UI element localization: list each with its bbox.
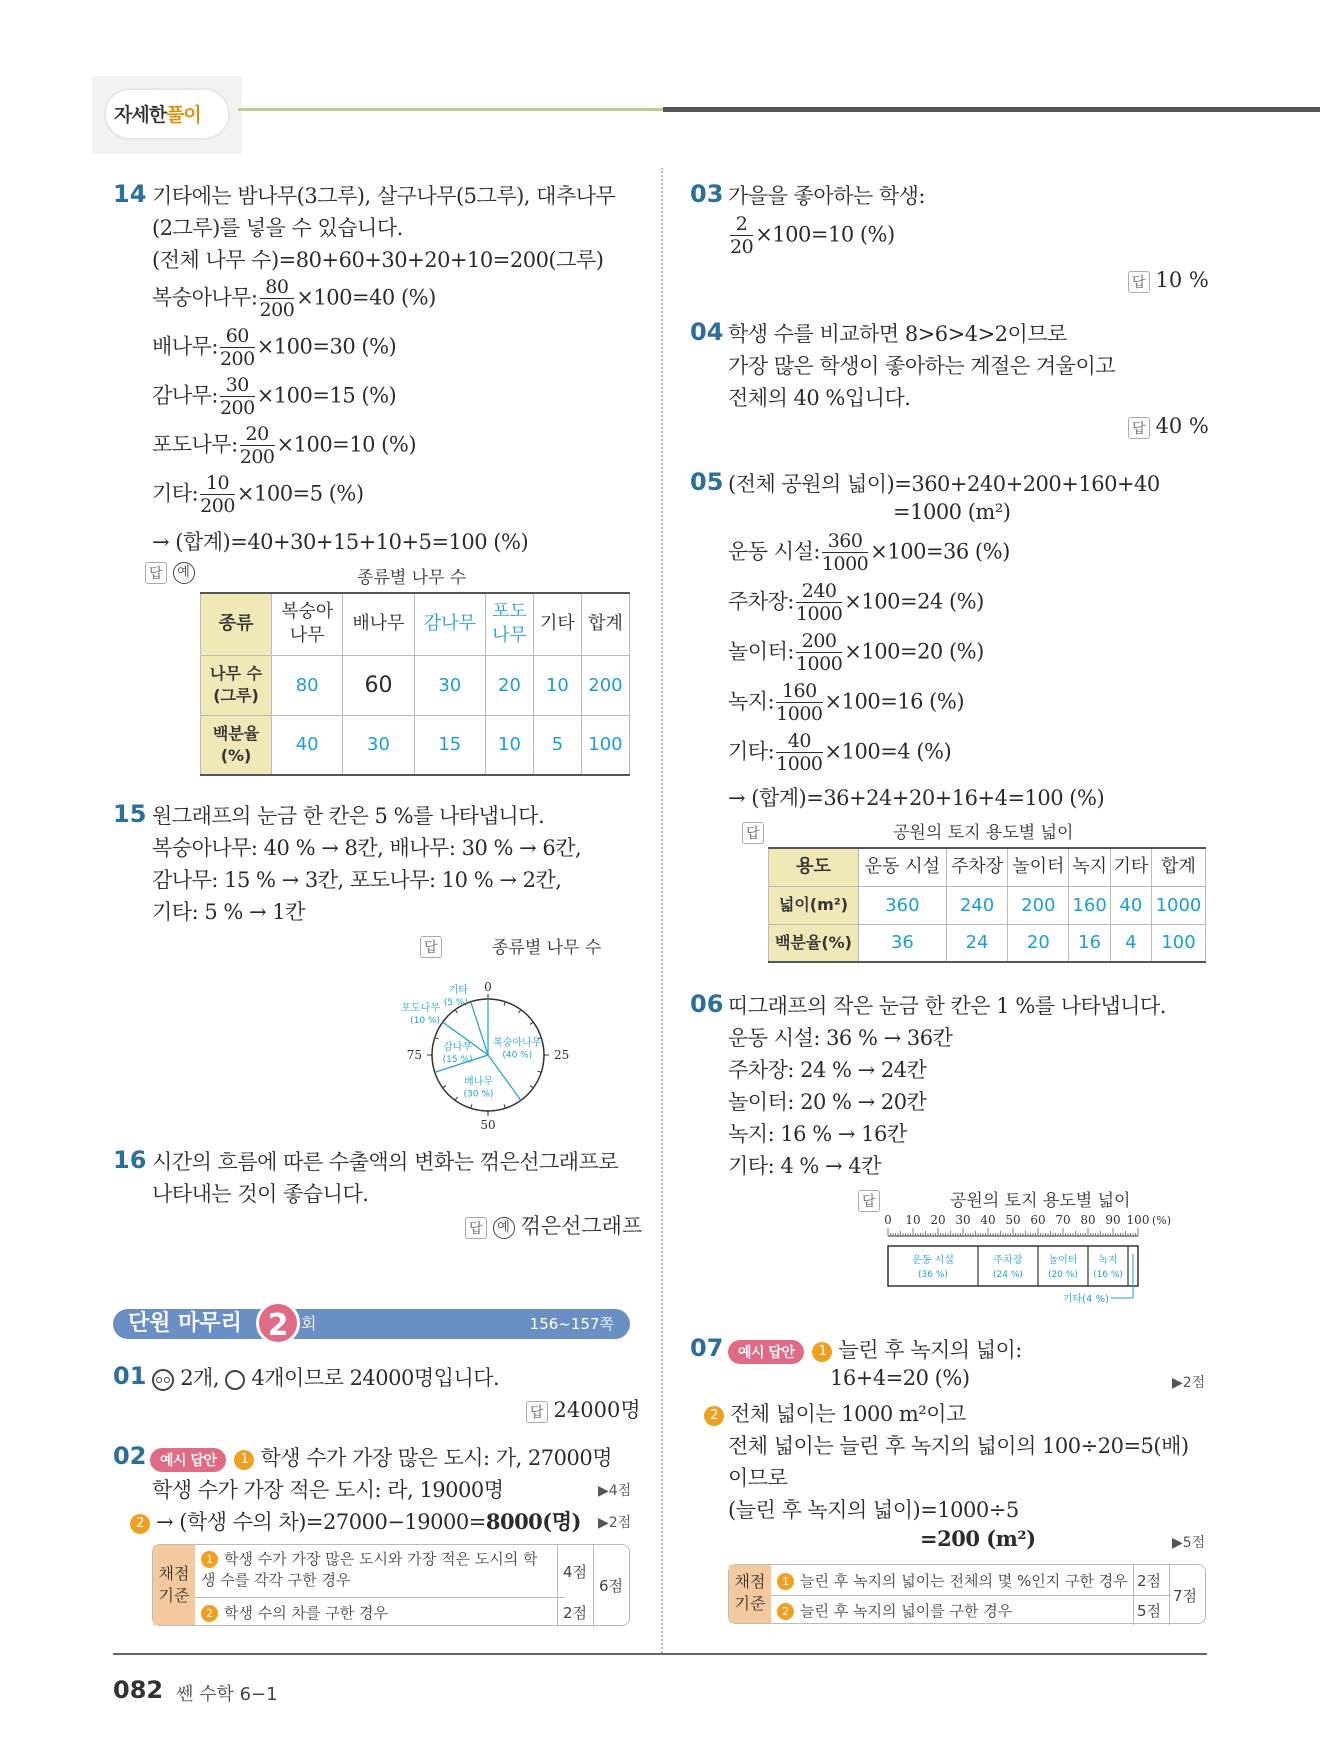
table-cell: 360 xyxy=(858,886,946,924)
table-cell: 녹지 xyxy=(1069,848,1110,886)
band-axis-label: 10 xyxy=(905,1213,921,1227)
band-segment-value: (16 %) xyxy=(1093,1270,1123,1280)
q15-chart-title: 종류별 나무 수 xyxy=(492,938,602,958)
fraction: $\frac{240}{1000}$ xyxy=(795,580,843,625)
q06-chart-title: 공원의 토지 용도별 넓이 xyxy=(950,1191,1131,1211)
banner-pages: 156~157쪽 xyxy=(529,1315,614,1333)
example-answer-badge: 예시 답안 xyxy=(150,1448,226,1472)
pie-tick-label: 75 xyxy=(406,1048,422,1062)
q15-line4: 기타: 5 % → 1칸 xyxy=(152,900,305,924)
q16-line2: 나타내는 것이 좋습니다. xyxy=(152,1182,369,1206)
q01-answer: 24000명 xyxy=(553,1398,641,1422)
banner-round-suffix: 회 xyxy=(301,1314,317,1333)
fraction: $\frac{30}{200}$ xyxy=(219,374,255,419)
percent-row: 녹지: $\frac{160}{1000}$ ×100=16 (%) xyxy=(728,680,965,725)
table-cell: 5 xyxy=(533,715,581,775)
table-cell: 160 xyxy=(1069,886,1110,924)
pie-slice-label: 포도나무 xyxy=(401,1003,440,1014)
band-segment-label: 놀이터 xyxy=(1048,1255,1078,1266)
pie-tick-label: 25 xyxy=(554,1048,570,1062)
percent-row: 포도나무: $\frac{20}{200}$ ×100=10 (%) xyxy=(152,423,417,468)
fraction: $\frac{80}{200}$ xyxy=(259,276,295,321)
q04-line3: 전체의 40 %입니다. xyxy=(728,386,911,410)
table-cell: 20 xyxy=(1008,924,1069,962)
scoring-points-1: 2점 xyxy=(1137,1572,1162,1590)
band-segment-label: 기타(4 %) xyxy=(1062,1294,1109,1305)
table-cell: 넓이(m²) xyxy=(769,886,859,924)
q04-answer: 40 % xyxy=(1155,414,1209,438)
fraction: $\frac{20}{200}$ xyxy=(239,423,275,468)
header-badge xyxy=(92,76,242,154)
q07-line2: 16+4=20 (%) xyxy=(830,1366,970,1390)
table-cell: 백분율 (%) xyxy=(201,715,272,775)
q03-answer-row xyxy=(1128,268,1209,293)
table-cell: 36 xyxy=(858,924,946,962)
step1-icon: 1 xyxy=(234,1450,254,1470)
scoring-divider xyxy=(1169,1565,1170,1625)
table-cell: 15 xyxy=(414,715,485,775)
pie-tick xyxy=(455,1097,457,1100)
pie-slice-value: (30 %) xyxy=(463,1089,494,1100)
banner-title: 단원 마무리 xyxy=(128,1311,242,1336)
pie-tick xyxy=(435,1038,439,1039)
scoring-key: 채점 기준 xyxy=(729,1565,771,1623)
scoring-divider xyxy=(557,1545,558,1627)
glasses-face-icon xyxy=(152,1369,174,1391)
answer-tag: 답 xyxy=(145,562,167,584)
q07-points-1: ▶2점 xyxy=(1172,1375,1206,1391)
table-cell: 1000 xyxy=(1151,886,1205,924)
answer-tag: 답 xyxy=(1128,417,1150,439)
table-row xyxy=(769,924,1206,962)
answer-tag: 답 xyxy=(526,1401,548,1423)
percent-row: 기타: $\frac{40}{1000}$ ×100=4 (%) xyxy=(728,730,952,775)
q06-line6: 기타: 4 % → 4칸 xyxy=(728,1154,881,1178)
table-cell: 복숭아 나무 xyxy=(272,593,343,655)
q07-line4: 전체 넓이는 늘린 후 녹지의 넓이의 100÷20=5(배) xyxy=(728,1434,1189,1458)
scoring-divider xyxy=(771,1595,1171,1596)
answer-tag: 답 xyxy=(858,1190,880,1212)
q06-line2: 운동 시설: 36 % → 36칸 xyxy=(728,1026,953,1050)
q06-line1: 띠그래프의 작은 눈금 한 칸은 1 %를 나타냅니다. xyxy=(728,994,1166,1018)
pie-tick xyxy=(471,1104,472,1108)
table-cell: 기타 xyxy=(1110,848,1151,886)
example-tag: 예 xyxy=(493,1217,515,1239)
fraction: $\frac{10}{200}$ xyxy=(200,472,235,517)
band-axis-label: 60 xyxy=(1030,1213,1046,1227)
q07-line7: =200 (m²) xyxy=(920,1526,1036,1551)
step2-icon: 2 xyxy=(130,1514,150,1534)
header-rule-accent xyxy=(238,108,663,111)
band-axis-label: 70 xyxy=(1055,1213,1071,1227)
q14-line2: (2그루)를 넣을 수 있습니다. xyxy=(152,216,403,240)
q16-answer-row xyxy=(465,1210,642,1240)
answer-tag: 답 xyxy=(742,822,764,844)
q15-line2: 복숭아나무: 40 % → 8칸, 배나무: 30 % → 6칸, xyxy=(152,836,582,860)
table-cell: 배나무 xyxy=(343,593,414,655)
table-cell: 100 xyxy=(1151,924,1205,962)
column-divider xyxy=(661,168,663,1653)
pie-slice-label: 복숭아나무 xyxy=(493,1037,542,1049)
fraction: $\frac{40}{1000}$ xyxy=(776,730,823,775)
q14-answer-row xyxy=(145,562,201,584)
q02-scoring-table xyxy=(152,1544,630,1626)
scoring-points-2: 5점 xyxy=(1137,1602,1162,1620)
scoring-points-1: 4점 xyxy=(563,1563,588,1581)
table-cell: 30 xyxy=(343,715,414,775)
q16-answer: 꺾은선그래프 xyxy=(520,1214,643,1238)
q07-number: 07 xyxy=(690,1334,724,1362)
table-cell: 40 xyxy=(1110,886,1151,924)
q01-answer-row xyxy=(526,1394,641,1424)
table-cell: 16 xyxy=(1069,924,1110,962)
band-axis-label: 40 xyxy=(980,1213,996,1227)
percent-row: 기타: $\frac{10}{200}$ ×100=5 (%) xyxy=(152,472,364,517)
q02-line2: 학생 수가 가장 적은 도시: 라, 19000명 xyxy=(152,1478,504,1502)
q04-answer-row xyxy=(1128,414,1209,439)
q14-line1: 기타에는 밤나무(3그루), 살구나무(5그루), 대추나무 xyxy=(152,184,616,208)
fraction: $\frac{2}{20}$ xyxy=(730,213,754,258)
pie-tick xyxy=(530,1086,533,1088)
table-row xyxy=(769,886,1206,924)
table-header-row xyxy=(201,593,630,655)
table-cell: 감나무 xyxy=(414,593,485,655)
q01-line: 2개, 4개이므로 24000명입니다. xyxy=(152,1362,499,1392)
table-cell: 용도 xyxy=(769,848,859,886)
pie-tick xyxy=(530,1022,533,1024)
q14-tree-table xyxy=(200,592,630,776)
table-cell: 24 xyxy=(946,924,1007,962)
q07-line5: 이므로 xyxy=(728,1466,788,1490)
table-cell: 4 xyxy=(1110,924,1151,962)
example-tag: 예 xyxy=(173,562,195,584)
q04-line2: 가장 많은 학생이 좋아하는 계절은 겨울이고 xyxy=(728,354,1116,378)
pie-tick xyxy=(504,1104,505,1108)
table-cell: 200 xyxy=(1008,886,1069,924)
q02-line3: 2 → (학생 수의 차)=27000−19000=8000(명) xyxy=(130,1506,581,1536)
q16-number: 16 xyxy=(113,1146,147,1174)
percent-row: 복숭아나무: $\frac{80}{200}$ ×100=40 (%) xyxy=(152,276,436,321)
scoring-divider xyxy=(1133,1565,1134,1625)
scoring-divider xyxy=(195,1597,565,1598)
q16-line1: 시간의 흐름에 따른 수출액의 변화는 꺾은선그래프로 xyxy=(152,1150,619,1174)
q07-points-2: ▶5점 xyxy=(1172,1535,1206,1551)
scoring-row-1: 1 늘린 후 녹지의 넓이는 전체의 몇 %인지 구한 경우 xyxy=(777,1570,1128,1591)
pie-slice-label: 기타 xyxy=(448,985,468,996)
scoring-key: 채점 기준 xyxy=(153,1545,195,1625)
q15-number: 15 xyxy=(113,800,147,828)
q03-formula: $\frac{2}{20}$ ×100=10 (%) xyxy=(730,213,895,258)
table-cell: 40 xyxy=(272,715,343,775)
percent-row: 배나무: $\frac{60}{200}$ ×100=30 (%) xyxy=(152,325,397,370)
table-cell: 240 xyxy=(946,886,1007,924)
q02-points-1: ▶4점 xyxy=(598,1483,632,1499)
band-segment-value: (24 %) xyxy=(993,1270,1023,1280)
q06-number: 06 xyxy=(690,990,724,1018)
table-cell: 100 xyxy=(581,715,629,775)
pie-slice-label: 배나무 xyxy=(463,1076,493,1088)
table-cell: 10 xyxy=(533,655,581,715)
q07-line3: 2 전체 넓이는 1000 m²이고 xyxy=(704,1398,966,1428)
table-cell: 놀이터 xyxy=(1008,848,1069,886)
scoring-row-2: 2 늘린 후 녹지의 넓이를 구한 경우 xyxy=(777,1600,1012,1621)
band-segment-value: (36 %) xyxy=(918,1270,948,1280)
band-segment-label: 주차장 xyxy=(993,1255,1023,1266)
pie-tick-label: 0 xyxy=(484,980,492,994)
scoring-total: 6점 xyxy=(599,1577,624,1595)
band-axis-label: 20 xyxy=(930,1213,946,1227)
pie-tick-label: 50 xyxy=(480,1118,496,1132)
table-cell: 30 xyxy=(414,655,485,715)
table-cell: 주차장 xyxy=(946,848,1007,886)
band-axis-label: 0 xyxy=(884,1213,892,1227)
table-cell: 200 xyxy=(581,655,629,715)
pie-tick xyxy=(504,1002,505,1006)
table-cell: 나무 수 (그루) xyxy=(201,655,272,715)
pie-chart xyxy=(401,955,640,1132)
q05-land-table xyxy=(768,847,1206,963)
band-axis-label: 30 xyxy=(955,1213,971,1227)
q06-line4: 놀이터: 20 % → 20칸 xyxy=(728,1090,927,1114)
table-cell: 60 xyxy=(343,655,414,715)
answer-tag: 답 xyxy=(420,936,442,958)
band-outline xyxy=(888,1246,1138,1286)
q02-line1: 예시 답안 1 학생 수가 가장 많은 도시: 가, 27000명 xyxy=(150,1442,612,1472)
step2-icon: 2 xyxy=(704,1406,724,1426)
header-rule xyxy=(663,107,1320,112)
q14-number: 14 xyxy=(113,180,147,208)
pie-tick xyxy=(455,1010,457,1013)
band-axis-label: 50 xyxy=(1005,1213,1021,1227)
example-answer-badge: 예시 답안 xyxy=(728,1340,804,1364)
table-cell: 10 xyxy=(485,715,533,775)
q05-line1: (전체 공원의 넓이)=360+240+200+160+40 xyxy=(728,472,1160,496)
band-axis-label: 100 xyxy=(1126,1213,1150,1227)
band-segment-value: (20 %) xyxy=(1048,1270,1078,1280)
table-cell: 합계 xyxy=(1151,848,1205,886)
q04-number: 04 xyxy=(690,318,724,346)
percent-row: 감나무: $\frac{30}{200}$ ×100=15 (%) xyxy=(152,374,397,419)
q15-line1: 원그래프의 눈금 한 칸은 5 %를 나타냅니다. xyxy=(152,804,545,828)
footer-rule xyxy=(113,1653,1207,1655)
table-row xyxy=(201,655,630,715)
scoring-total: 7점 xyxy=(1173,1587,1198,1605)
q03-number: 03 xyxy=(690,180,724,208)
scoring-points-2: 2점 xyxy=(563,1604,588,1622)
q14-total: → (합계)=40+30+15+10+5=100 (%) xyxy=(152,530,529,554)
table-cell: 포도 나무 xyxy=(485,593,533,655)
pie-slice-value: (15 %) xyxy=(442,1055,473,1066)
band-axis-unit: (%) xyxy=(1152,1214,1172,1227)
table-cell: 합계 xyxy=(581,593,629,655)
header-label: 자세한풀이 xyxy=(114,104,201,126)
table-cell: 운동 시설 xyxy=(858,848,946,886)
step1-icon: 1 xyxy=(812,1342,832,1362)
pie-slice-label: 감나무 xyxy=(443,1042,473,1054)
q07-scoring-table xyxy=(728,1564,1206,1624)
q02-number: 02 xyxy=(113,1442,147,1470)
pie-slice-value: (10 %) xyxy=(410,1016,440,1026)
percent-row: 놀이터: $\frac{200}{1000}$ ×100=20 (%) xyxy=(728,630,984,675)
q01-number: 01 xyxy=(113,1362,147,1390)
q15-line3: 감나무: 15 % → 3칸, 포도나무: 10 % → 2칸, xyxy=(152,868,562,892)
q06-line3: 주차장: 24 % → 24칸 xyxy=(728,1058,927,1082)
scoring-divider xyxy=(593,1545,594,1627)
table-cell: 종류 xyxy=(201,593,272,655)
answer-tag: 답 xyxy=(1128,271,1150,293)
table-cell: 백분율(%) xyxy=(769,924,859,962)
q14-table-title: 종류별 나무 수 xyxy=(357,568,467,588)
percent-row: 운동 시설: $\frac{360}{1000}$ ×100=36 (%) xyxy=(728,530,1010,575)
q14-line3: (전체 나무 수)=80+60+30+20+10=200(그루) xyxy=(152,248,604,272)
band-segment-label: 녹지 xyxy=(1098,1255,1118,1266)
face-icon xyxy=(225,1370,245,1390)
q07-line1: 예시 답안 1 늘린 후 녹지의 넓이: xyxy=(728,1334,1022,1364)
q02-points-2: ▶2점 xyxy=(598,1515,632,1531)
q03-line1: 가을을 좋아하는 학생: xyxy=(728,184,925,208)
fraction: $\frac{160}{1000}$ xyxy=(776,680,823,725)
book-title: 쎈 수학 6−1 xyxy=(176,1684,278,1705)
table-header-row xyxy=(769,848,1206,886)
pie-slice-value: (40 %) xyxy=(502,1050,533,1061)
band-segment-label: 운동 시설 xyxy=(912,1255,954,1266)
pie-slice-boundary xyxy=(471,1002,488,1055)
fraction: $\frac{60}{200}$ xyxy=(219,325,255,370)
banner-round-number: 2 xyxy=(256,1301,300,1345)
q05-number: 05 xyxy=(690,468,724,496)
q04-line1: 학생 수를 비교하면 8>6>4>2이므로 xyxy=(728,322,1067,346)
band-axis-label: 80 xyxy=(1080,1213,1096,1227)
q05-table-title: 공원의 토지 용도별 넓이 xyxy=(893,823,1074,843)
q06-line5: 녹지: 16 % → 16칸 xyxy=(728,1122,907,1146)
fraction: $\frac{360}{1000}$ xyxy=(821,530,869,575)
pie-tick xyxy=(537,1071,541,1072)
table-cell: 기타 xyxy=(533,593,581,655)
page-number: 082 xyxy=(113,1676,164,1704)
pie-slice-value: (5 %) xyxy=(443,998,468,1008)
band-axis-label: 90 xyxy=(1105,1213,1121,1227)
pie-tick xyxy=(443,1086,446,1088)
fraction: $\frac{200}{1000}$ xyxy=(795,630,843,675)
answer-tag: 답 xyxy=(465,1217,487,1239)
unit-review-banner xyxy=(113,1308,630,1343)
band-graph xyxy=(870,1210,1210,1310)
pie-tick xyxy=(519,1010,521,1013)
table-row xyxy=(201,715,630,775)
table-cell: 20 xyxy=(485,655,533,715)
table-cell: 80 xyxy=(272,655,343,715)
percent-row: 주차장: $\frac{240}{1000}$ ×100=24 (%) xyxy=(728,580,984,625)
scoring-row-2: 2 학생 수의 차를 구한 경우 xyxy=(201,1602,388,1623)
q05-line2: =1000 (m²) xyxy=(893,500,1011,524)
scoring-row-1: 1 학생 수가 가장 많은 도시와 가장 적은 도시의 학 생 수를 각각 구한 경우 xyxy=(201,1550,538,1589)
q07-line6: (늘린 후 녹지의 넓이)=1000÷5 xyxy=(728,1498,1019,1522)
q03-answer: 10 % xyxy=(1155,268,1209,292)
q05-total: → (합계)=36+24+20+16+4=100 (%) xyxy=(728,786,1105,810)
